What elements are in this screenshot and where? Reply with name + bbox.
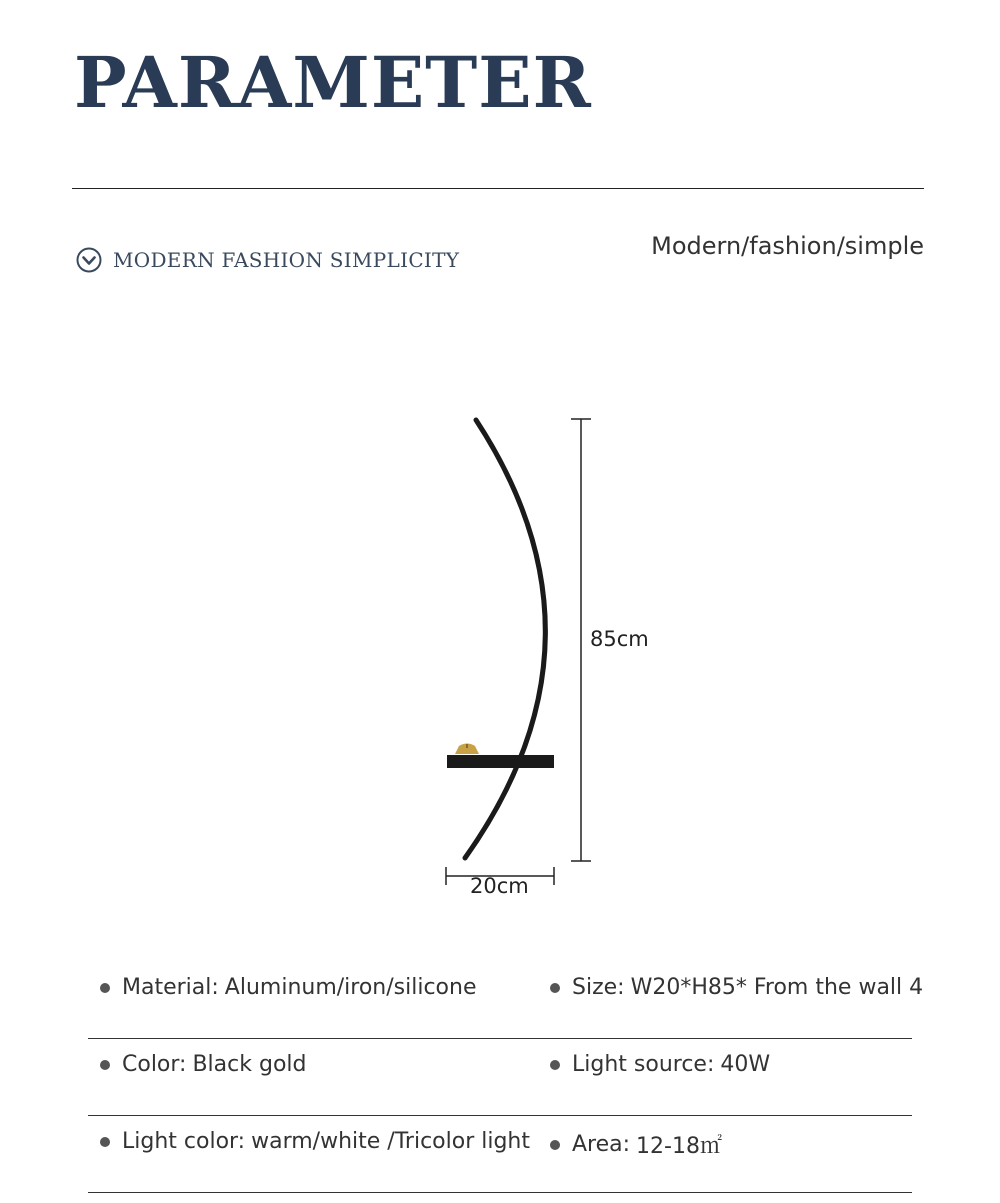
spec-label: Size: [572,975,625,1000]
lamp-arc [465,420,545,858]
lamp-shelf [447,755,554,768]
spec-value: 12-18㎡ [636,1134,722,1159]
header-divider [72,188,924,189]
bullet-icon [100,1060,110,1070]
spec-color [100,1052,307,1077]
spec-row [88,962,924,1039]
bullet-icon [550,983,560,993]
height-dimension-line [571,419,591,861]
bullet-icon [550,1060,560,1070]
bullet-icon [550,1140,560,1150]
page-title: PARAMETER [74,41,592,124]
spec-label: Light source: [572,1052,715,1077]
spec-value: 40W [720,1052,771,1077]
bullet-icon [100,1137,110,1147]
subtitle: Modern/fashion/simple [651,232,924,260]
spec-light-color [100,1129,530,1154]
spec-table [88,962,924,1193]
tagline [75,246,459,274]
spec-material [100,975,477,1000]
spec-label: Area: [572,1132,631,1157]
chevron-down-circle-icon [75,246,103,274]
spec-value: Aluminum/iron/silicone [224,975,477,1000]
spec-value: Black gold [192,1052,307,1077]
spec-light-source [550,1052,770,1077]
height-label: 85cm [590,627,649,651]
tagline-text: MODERN FASHION SIMPLICITY [113,248,460,272]
spec-label: Light color: [122,1129,246,1154]
lamp-accent [455,744,479,755]
spec-value: W20*H85* From the wall 4 [630,975,924,1000]
spec-row [88,1116,912,1193]
spec-row [88,1039,912,1116]
width-label: 20cm [470,874,529,898]
spec-area [550,1129,722,1160]
bullet-icon [100,983,110,993]
spec-label: Color: [122,1052,187,1077]
spec-size [550,975,923,1000]
spec-label: Material: [122,975,219,1000]
spec-value: warm/white /Tricolor light [251,1129,530,1154]
